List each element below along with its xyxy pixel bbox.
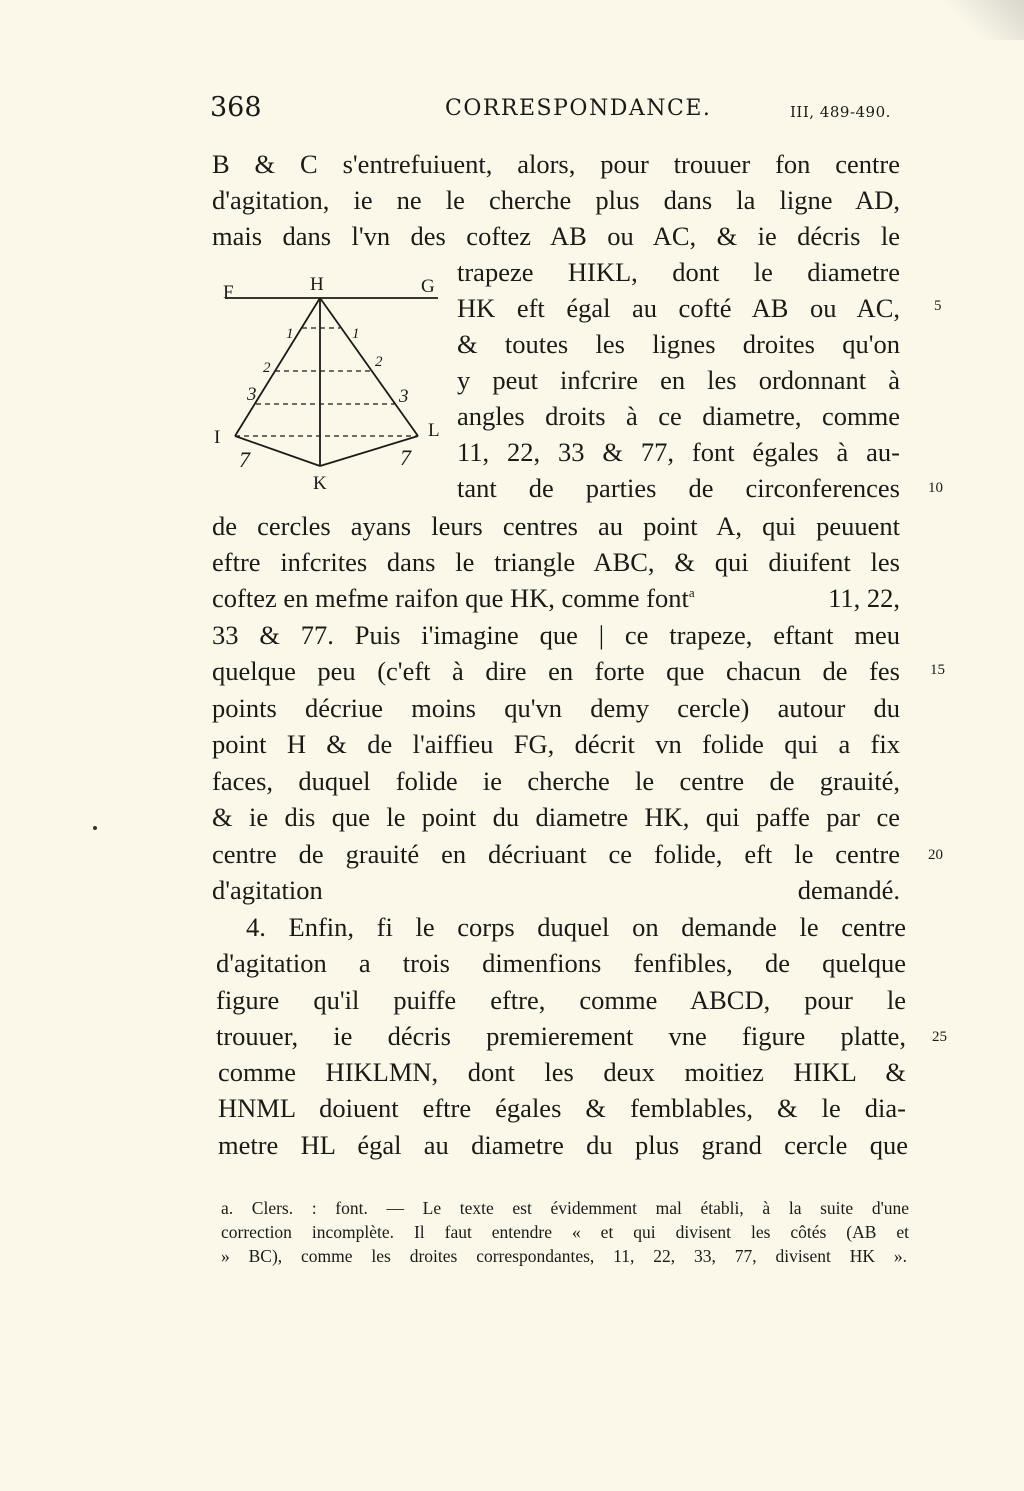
text-line: quelque peu (c'eft à dire en forte que chacun de fes <box>212 656 900 686</box>
text-line: trapeze HIKL, dont le diametre <box>457 257 900 287</box>
label-2-right: 2 <box>375 354 383 370</box>
text-line: HK eft égal au cofté AB ou AC, <box>457 293 900 323</box>
footnote-line: a. Clers. : font. — Le texte est évidemment mal établi, à la suite d'une <box>221 1198 909 1218</box>
text-line: centre de grauité en décriuant ce folide, eft le centre <box>212 839 900 869</box>
running-reference: III, 489-490. <box>790 103 891 121</box>
scan-speck <box>93 826 97 830</box>
text-line: point H & de l'aiffieu FG, décrit vn folide qui a fix <box>212 729 900 759</box>
label-7-left: 7 <box>239 447 250 472</box>
text-line: & ie dis que le point du diametre HK, qui paffe par ce <box>212 802 900 832</box>
text-line: y peut infcrire en les ordonnant à <box>457 365 900 395</box>
label-f: F <box>223 282 234 303</box>
text-line: metre HL égal au diametre du plus grand cercle que <box>218 1130 908 1160</box>
text-line-with-note <box>212 580 900 616</box>
label-h: H <box>310 274 324 295</box>
text-line: d'agitation a trois dimenfions fenfibles, de quelque <box>216 948 906 978</box>
label-3-left: 3 <box>247 384 257 405</box>
text-line-head: coftez en mefme raifon que HK, comme font <box>212 583 689 613</box>
text-line: 11, 22, 33 & 77, font égales à au- <box>457 437 900 467</box>
text-line: comme HIKLMN, dont les deux moitiez HIKL & <box>218 1057 906 1087</box>
text-line: 33 & 77. Puis i'imagine que | ce trapeze, eftant meu <box>212 620 900 650</box>
label-2-left: 2 <box>263 360 271 376</box>
text-line: tant de parties de circonferences <box>457 473 900 503</box>
label-k: K <box>313 473 327 493</box>
text-line: figure qu'il puiffe eftre, comme ABCD, pour le <box>216 985 906 1015</box>
line-number: 15 <box>930 662 945 678</box>
page-number: 368 <box>210 92 262 123</box>
line-number: 10 <box>928 480 943 496</box>
paragraph-first-line: 4. Enfin, fi le corps duquel on demande le centre <box>246 912 906 942</box>
label-1-left: 1 <box>286 326 294 342</box>
label-g: G <box>421 276 435 297</box>
trapezoid-figure <box>213 268 445 493</box>
side-hi <box>235 298 320 436</box>
footnote-marker[interactable]: a <box>688 585 695 601</box>
line-number: 5 <box>934 298 942 314</box>
footnote-line: correction incomplète. Il faut entendre « et qui divisent les côtés (AB et <box>221 1222 909 1242</box>
text-line: trouuer, ie décris premierement vne figure platte, <box>216 1021 906 1051</box>
text-line: points décriue moins qu'vn demy cercle) autour du <box>212 693 900 723</box>
line-number: 20 <box>928 847 943 863</box>
text-line: faces, duquel folide ie cherche le centre de grauité, <box>212 766 900 796</box>
scan-corner-shadow <box>944 0 1024 40</box>
text-line: B & C s'entrefuiuent, alors, pour trouuer fon centre <box>212 149 900 179</box>
label-1-right: 1 <box>352 326 360 342</box>
label-i: I <box>214 427 221 448</box>
label-7-right: 7 <box>400 445 411 470</box>
text-line: angles droits à ce diametre, comme <box>457 401 900 431</box>
text-line: d'agitation, ie ne le cherche plus dans la ligne AD, <box>212 185 900 215</box>
text-line: HNML doiuent eftre égales & femblables, & le dia- <box>218 1093 906 1123</box>
text-line: mais dans l'vn des coftez AB ou AC, & ie décris le <box>212 221 900 251</box>
footnote-line: » BC), comme les droites correspondantes, 11, 22, 33, 77, divisent HK ». <box>221 1246 907 1266</box>
text-line: & toutes les lignes droites qu'on <box>457 329 900 359</box>
running-title: CORRESPONDANCE. <box>445 96 712 121</box>
label-l: L <box>428 420 440 441</box>
label-3-right: 3 <box>399 386 409 407</box>
side-hl <box>320 298 418 436</box>
text-line: eftre infcrites dans le triangle ABC, & qui diuifent les <box>212 547 900 577</box>
text-line-tail: 11, 22, <box>828 583 900 613</box>
text-line: de cercles ayans leurs centres au point A, qui peuuent <box>212 511 900 541</box>
line-number: 25 <box>932 1029 947 1045</box>
text-line-last: d'agitation demandé. <box>212 875 900 905</box>
